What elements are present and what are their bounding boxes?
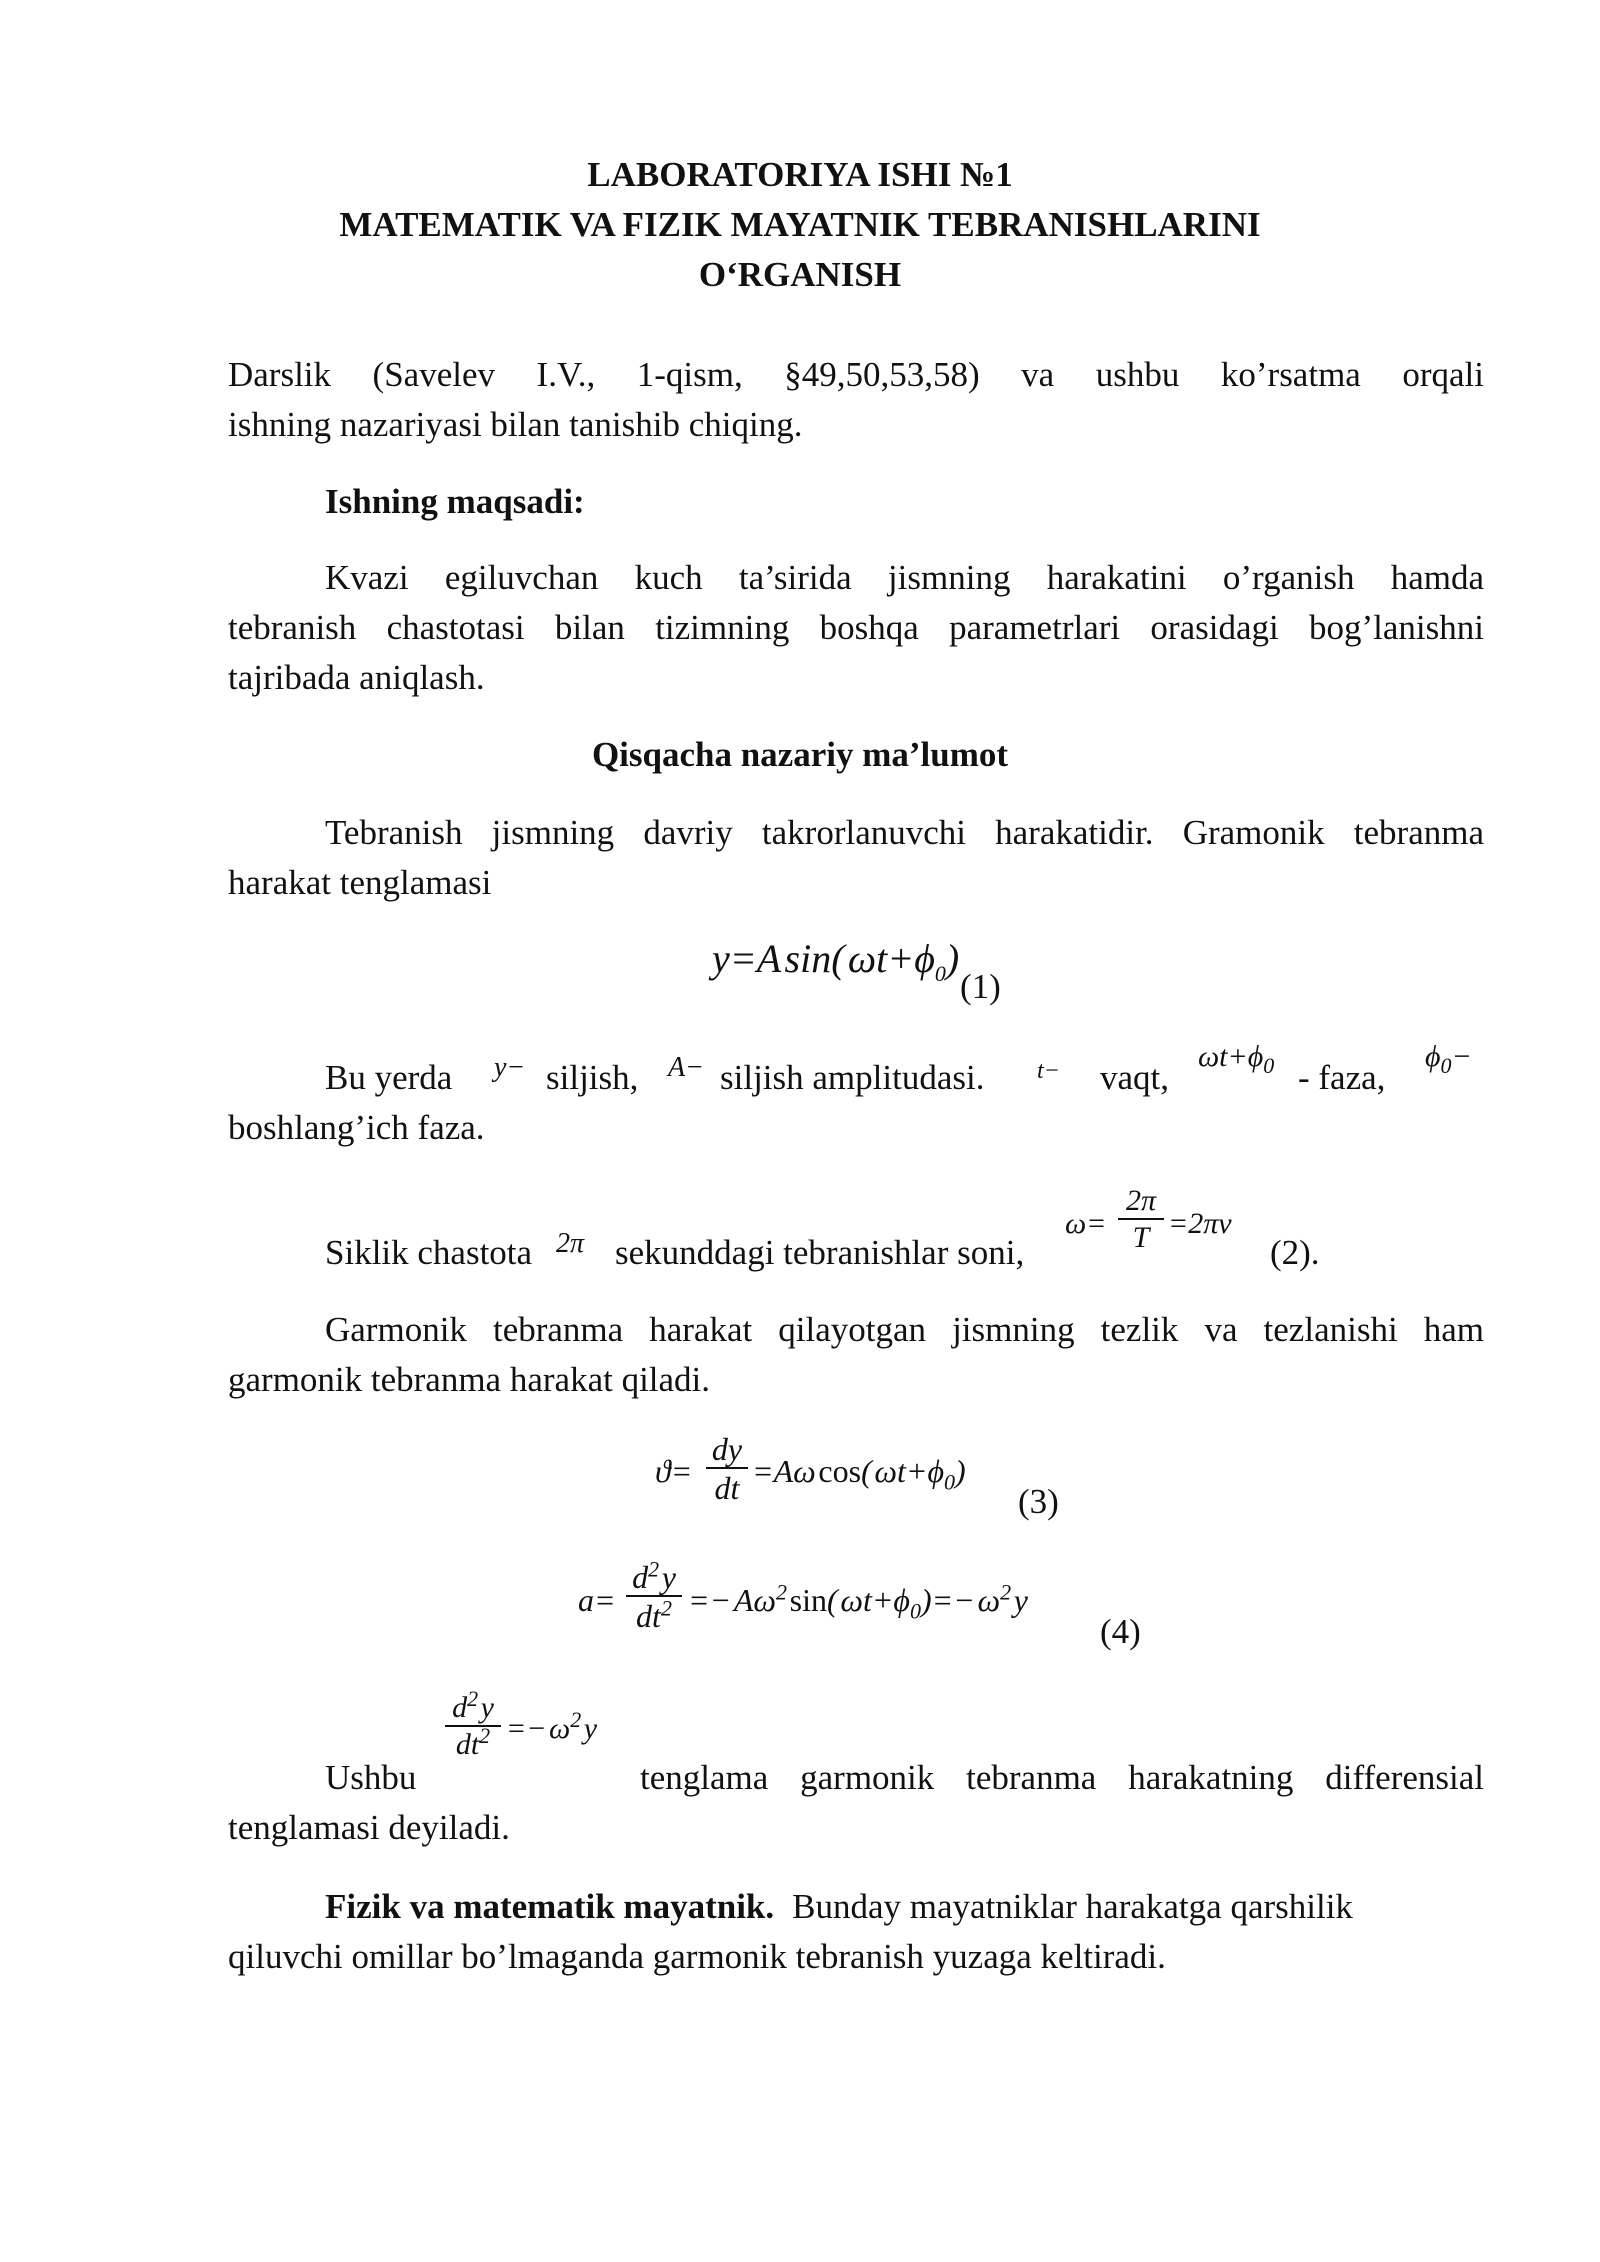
equation-4-rhs: =− $A\omega^2$ sin( $\omega t+\phi_0)=-$ $\omega^2$ y: [688, 1579, 1028, 1624]
aim-line-2: tebranish chastotasi bilan tizimning boshqa parametrlari orasidagi bog’lanishni: [228, 608, 1484, 647]
definitions-amplituda: siljish amplitudasi.: [720, 1058, 985, 1097]
garmonik-line-2: garmonik tebranma harakat qiladi.: [228, 1360, 711, 1399]
fraction-bar: [445, 1725, 501, 1727]
differential-suffix: tenglama garmonik tebranma harakatning differensial: [640, 1758, 1484, 1797]
equation-4-number: (4): [1100, 1612, 1141, 1651]
pendulum-line-2: qiluvchi omillar bo’lmaganda garmonik tebranish yuzaga keltiradi.: [228, 1937, 1166, 1976]
differential-line-2: tenglamasi deyiladi.: [228, 1808, 510, 1847]
fraction-bar: [1118, 1218, 1164, 1220]
equation-2-number: (2).: [1270, 1233, 1320, 1272]
symbol-phi0: $\phi_0-$: [1425, 1040, 1472, 1078]
fraction-bar: [706, 1467, 748, 1469]
equation-1-number: (1): [960, 967, 1001, 1006]
symbol-t: t−: [1037, 1058, 1060, 1084]
fraction-numerator: $d^2$ y: [632, 1556, 676, 1595]
fraction-inline-d2y-dt2: [445, 1686, 501, 1761]
fraction-denominator: dt: [714, 1470, 740, 1506]
lab-subtitle: MATEMATIK VA FIZIK MAYATNIK TEBRANISHLARINI: [339, 205, 1261, 244]
intro-line-2: ishning nazariyasi bilan tanishib chiqing.: [228, 405, 803, 444]
theory-line-1: Tebranish jismning davriy takrorlanuvchi harakatidir. Gramonik tebranma: [325, 813, 1484, 852]
definitions-bu-yerda: Bu yerda: [325, 1058, 453, 1097]
equation-inline-rhs: =− $\omega^2$ y: [506, 1707, 598, 1745]
equation-3-lhs: ϑ=: [655, 1453, 693, 1489]
definitions-vaqt: vaqt,: [1100, 1058, 1170, 1097]
lab-title: LABORATORIYA ISHI №1: [587, 155, 1013, 194]
garmonik-line-1: Garmonik tebranma harakat qilayotgan jismning tezlik va tezlanishi ham: [325, 1310, 1484, 1349]
aim-line-1: Kvazi egiluvchan kuch ta’sirida jismning harakatini o’rganish hamda: [325, 558, 1484, 597]
symbol-omega: ω=: [1065, 1207, 1107, 1240]
fraction-bar: [626, 1595, 682, 1597]
intro-line-1: Darslik (Savelev I.V., 1-qism, §49,50,53,58) va ushbu ko’rsatma orqali: [228, 355, 1484, 394]
definitions-line-2: boshlang’ich faza.: [228, 1108, 485, 1147]
fraction-2pi-over-t: [1118, 1185, 1164, 1254]
fraction-denominator: $dt^2$: [636, 1595, 672, 1634]
pendulum-line-1: [325, 1887, 1353, 1927]
aim-heading: Ishning maqsadi:: [325, 482, 585, 521]
pendulum-rest: Bunday mayatniklar harakatga qarshilik: [792, 1887, 1353, 1926]
theory-heading: Qisqacha nazariy ma’lumot: [591, 735, 1009, 774]
symbol-phase: $\omega t+\phi_0$: [1198, 1040, 1275, 1078]
cyclic-middle: sekunddagi tebranishlar soni,: [615, 1233, 1025, 1272]
definitions-siljish: siljish,: [546, 1058, 639, 1097]
definitions-faza: - faza,: [1298, 1058, 1386, 1097]
equation-3-rhs: =Aω cos( $\omega t+\phi_0$): [752, 1453, 966, 1495]
theory-line-2: harakat tenglamasi: [228, 863, 492, 902]
symbol-2pi: 2π: [556, 1228, 585, 1259]
symbol-y: y−: [494, 1052, 526, 1083]
equation-1: y=A sin( $\omega t+\phi_0$): [712, 936, 960, 986]
differential-prefix: Ushbu: [325, 1758, 417, 1797]
fraction-denominator: $dt^2$: [455, 1723, 491, 1761]
lab-subtitle-cont: O‘RGANISH: [698, 255, 902, 294]
fraction-numerator: dy: [711, 1431, 743, 1467]
fraction-denominator: T: [1132, 1221, 1150, 1254]
pendulum-bold: Fizik va matematik mayatnik.: [325, 1887, 775, 1926]
cyclic-prefix: Siklik chastota: [325, 1233, 533, 1272]
equation-4-lhs: a=: [578, 1582, 616, 1618]
fraction-d2y-dt2: [626, 1556, 682, 1634]
equation-3-number: (3): [1018, 1482, 1059, 1521]
fraction-dy-dt: [706, 1432, 748, 1505]
symbol-a: A−: [668, 1052, 704, 1083]
fraction-numerator: $d^2$ y: [452, 1686, 494, 1724]
aim-line-3: tajribada aniqlash.: [228, 658, 485, 697]
fraction-numerator: 2π: [1125, 1184, 1157, 1217]
symbol-2pinu: =2πν: [1168, 1207, 1232, 1240]
